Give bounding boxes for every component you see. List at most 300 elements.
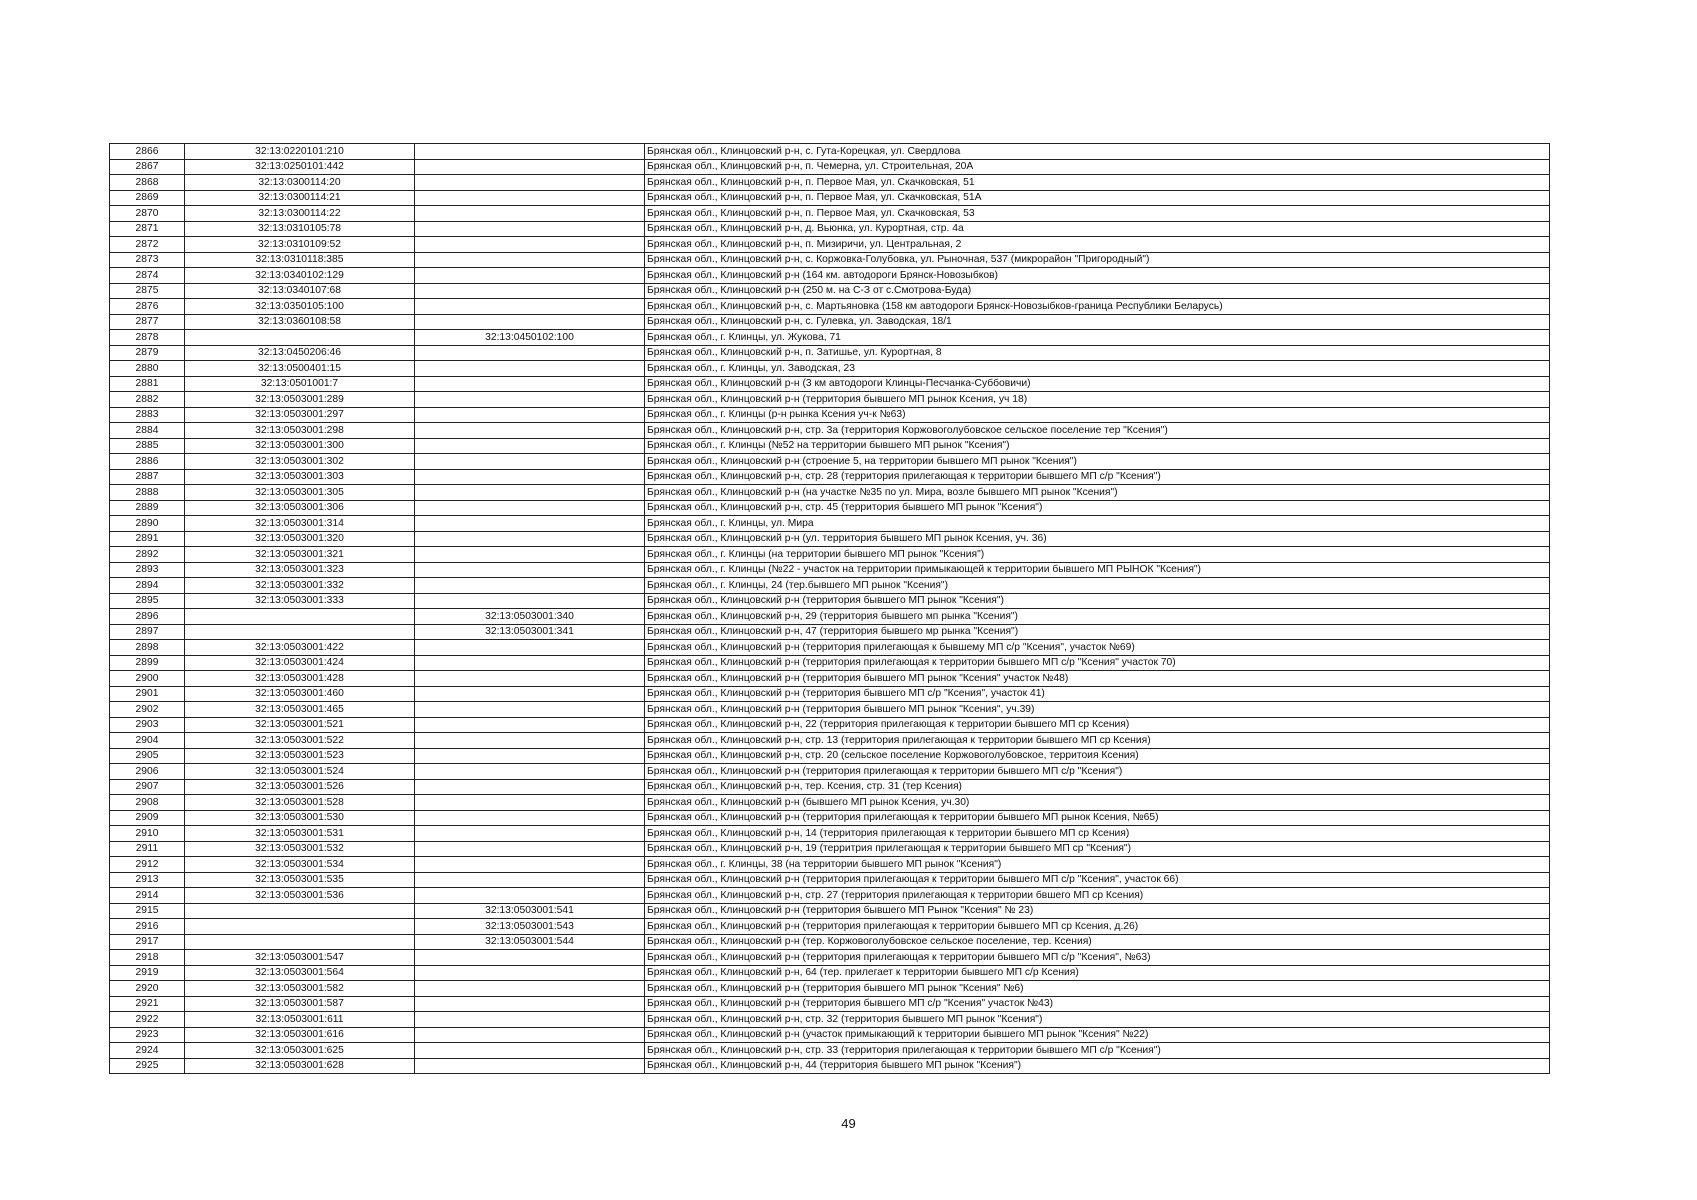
table-row <box>110 438 1550 454</box>
row-number-cell: 2884 <box>110 423 185 439</box>
row-number-cell: 2866 <box>110 144 185 160</box>
table-row <box>110 934 1550 950</box>
table-row <box>110 252 1550 268</box>
table-row <box>110 717 1550 733</box>
table-row <box>110 469 1550 485</box>
cadastral-number-cell: 32:13:0503001:535 <box>185 872 415 888</box>
row-number-cell: 2875 <box>110 283 185 299</box>
row-number-cell: 2898 <box>110 640 185 656</box>
row-number-cell: 2879 <box>110 345 185 361</box>
row-number-cell: 2880 <box>110 361 185 377</box>
cadastral-number-alt-cell: 32:13:0503001:341 <box>415 624 645 640</box>
cadastral-number-alt-cell <box>415 221 645 237</box>
row-number-cell: 2921 <box>110 996 185 1012</box>
row-number-cell: 2904 <box>110 733 185 749</box>
cadastral-number-cell: 32:13:0503001:303 <box>185 469 415 485</box>
table-row <box>110 764 1550 780</box>
cadastral-number-cell: 32:13:0503001:611 <box>185 1012 415 1028</box>
cadastral-number-alt-cell <box>415 423 645 439</box>
cadastral-number-alt-cell: 32:13:0503001:543 <box>415 919 645 935</box>
row-number-cell: 2919 <box>110 965 185 981</box>
row-number-cell: 2906 <box>110 764 185 780</box>
row-number-cell: 2897 <box>110 624 185 640</box>
address-cell: Брянская обл., Клинцовский р-н (территория прилегающая к территории бывшего МП с/р "Ксения" участок 70) <box>645 655 1550 671</box>
address-cell: Брянская обл., Клинцовский р-н, 22 (территория прилегающая к территории бывшего МП ср Ксения) <box>645 717 1550 733</box>
row-number-cell: 2917 <box>110 934 185 950</box>
table-row <box>110 826 1550 842</box>
address-cell: Брянская обл., Клинцовский р-н (участок примыкающий к территории бывшего МП рынок "Ксения" №22) <box>645 1027 1550 1043</box>
cadastral-number-alt-cell <box>415 299 645 315</box>
cadastral-number-alt-cell <box>415 996 645 1012</box>
address-cell: Брянская обл., Клинцовский р-н (территория бывшего МП рынок "Ксения" №6) <box>645 981 1550 997</box>
address-cell: Брянская обл., Клинцовский р-н (строение 5, на территории бывшего МП рынок "Ксения") <box>645 454 1550 470</box>
address-cell: Брянская обл., Клинцовский р-н, д. Вьюнка, ул. Курортная, стр. 4а <box>645 221 1550 237</box>
address-cell: Брянская обл., Клинцовский р-н (территория прилегающая к территории бывшего МП с/р "Ксения", №63) <box>645 950 1550 966</box>
cadastral-number-alt-cell <box>415 578 645 594</box>
table-row <box>110 562 1550 578</box>
row-number-cell: 2872 <box>110 237 185 253</box>
cadastral-number-cell: 32:13:0503001:297 <box>185 407 415 423</box>
row-number-cell: 2876 <box>110 299 185 315</box>
address-cell: Брянская обл., г. Клинцы (№52 на территории бывшего МП рынок "Ксения") <box>645 438 1550 454</box>
address-cell: Брянская обл., Клинцовский р-н (250 м. на С-З от с.Смотрова-Буда) <box>645 283 1550 299</box>
cadastral-number-cell: 32:13:0503001:300 <box>185 438 415 454</box>
cadastral-number-cell: 32:13:0503001:536 <box>185 888 415 904</box>
cadastral-number-cell <box>185 609 415 625</box>
cadastral-number-alt-cell <box>415 981 645 997</box>
row-number-cell: 2925 <box>110 1058 185 1074</box>
row-number-cell: 2909 <box>110 810 185 826</box>
address-cell: Брянская обл., Клинцовский р-н (территория бывшего МП с/р "Ксения" участок №43) <box>645 996 1550 1012</box>
cadastral-number-alt-cell <box>415 857 645 873</box>
table-row <box>110 872 1550 888</box>
cadastral-number-alt-cell <box>415 779 645 795</box>
table-row <box>110 1012 1550 1028</box>
cadastral-number-alt-cell <box>415 717 645 733</box>
table-row <box>110 314 1550 330</box>
cadastral-number-alt-cell <box>415 469 645 485</box>
address-cell: Брянская обл., Клинцовский р-н (территория бывшего МП рынок "Ксения" участок №48) <box>645 671 1550 687</box>
cadastral-number-cell <box>185 934 415 950</box>
cadastral-number-alt-cell <box>415 733 645 749</box>
cadastral-number-alt-cell <box>415 1012 645 1028</box>
cadastral-number-cell: 32:13:0503001:298 <box>185 423 415 439</box>
cadastral-number-alt-cell <box>415 252 645 268</box>
address-cell: Брянская обл., г. Клинцы (№22 - участок на территории примыкающей к территории бывшего МП РЫНОК "Ксения") <box>645 562 1550 578</box>
cadastral-number-cell: 32:13:0503001:302 <box>185 454 415 470</box>
table-row <box>110 361 1550 377</box>
table-row <box>110 888 1550 904</box>
row-number-cell: 2894 <box>110 578 185 594</box>
cadastral-number-cell: 32:13:0503001:532 <box>185 841 415 857</box>
row-number-cell: 2887 <box>110 469 185 485</box>
address-cell: Брянская обл., Клинцовский р-н, 14 (территория прилегающая к территории бывшего МП ср Ксения) <box>645 826 1550 842</box>
cadastral-number-alt-cell <box>415 1027 645 1043</box>
row-number-cell: 2915 <box>110 903 185 919</box>
cadastral-number-alt-cell <box>415 1058 645 1074</box>
cadastral-number-cell: 32:13:0503001:521 <box>185 717 415 733</box>
address-cell: Брянская обл., Клинцовский р-н (164 км. автодороги Брянск-Новозыбков) <box>645 268 1550 284</box>
row-number-cell: 2900 <box>110 671 185 687</box>
cadastral-number-cell: 32:13:0503001:524 <box>185 764 415 780</box>
row-number-cell: 2885 <box>110 438 185 454</box>
cadastral-number-cell: 32:13:0503001:531 <box>185 826 415 842</box>
row-number-cell: 2901 <box>110 686 185 702</box>
cadastral-number-alt-cell <box>415 268 645 284</box>
cadastral-number-cell: 32:13:0503001:460 <box>185 686 415 702</box>
table-row <box>110 268 1550 284</box>
cadastral-number-alt-cell <box>415 531 645 547</box>
cadastral-number-cell: 32:13:0503001:465 <box>185 702 415 718</box>
cadastral-number-cell: 32:13:0503001:306 <box>185 500 415 516</box>
row-number-cell: 2871 <box>110 221 185 237</box>
table-row <box>110 593 1550 609</box>
row-number-cell: 2903 <box>110 717 185 733</box>
cadastral-number-alt-cell <box>415 562 645 578</box>
address-cell: Брянская обл., Клинцовский р-н, стр. 45 (территория бывшего МП рынок "Ксения") <box>645 500 1550 516</box>
address-cell: Брянская обл., Клинцовский р-н, п. Мизиричи, ул. Центральная, 2 <box>645 237 1550 253</box>
cadastral-number-cell: 32:13:0501001:7 <box>185 376 415 392</box>
row-number-cell: 2891 <box>110 531 185 547</box>
address-cell: Брянская обл., Клинцовский р-н (ул. территория бывшего МП рынок Ксения, уч. 36) <box>645 531 1550 547</box>
address-cell: Брянская обл., Клинцовский р-н, с. Гулевка, ул. Заводская, 18/1 <box>645 314 1550 330</box>
registry-table <box>109 143 1550 1074</box>
address-cell: Брянская обл., Клинцовский р-н, 47 (территория бывшего мр рынка "Ксения") <box>645 624 1550 640</box>
cadastral-number-cell: 32:13:0503001:333 <box>185 593 415 609</box>
address-cell: Брянская обл., г. Клинцы, ул. Мира <box>645 516 1550 532</box>
cadastral-number-cell: 32:13:0503001:321 <box>185 547 415 563</box>
table-row <box>110 485 1550 501</box>
cadastral-number-alt-cell <box>415 965 645 981</box>
cadastral-number-alt-cell <box>415 485 645 501</box>
address-cell: Брянская обл., г. Клинцы, 24 (тер.бывшего МП рынок "Ксения") <box>645 578 1550 594</box>
cadastral-number-alt-cell: 32:13:0503001:340 <box>415 609 645 625</box>
address-cell: Брянская обл., Клинцовский р-н (территория бывшего МП рынок "Ксения") <box>645 593 1550 609</box>
cadastral-number-cell: 32:13:0503001:564 <box>185 965 415 981</box>
row-number-cell: 2896 <box>110 609 185 625</box>
address-cell: Брянская обл., Клинцовский р-н, п. Первое Мая, ул. Скачковская, 51 <box>645 175 1550 191</box>
cadastral-number-alt-cell <box>415 826 645 842</box>
row-number-cell: 2867 <box>110 159 185 175</box>
cadastral-number-cell: 32:13:0503001:428 <box>185 671 415 687</box>
cadastral-number-alt-cell <box>415 702 645 718</box>
cadastral-number-alt-cell <box>415 283 645 299</box>
cadastral-number-cell: 32:13:0503001:523 <box>185 748 415 764</box>
table-row <box>110 144 1550 160</box>
cadastral-number-cell: 32:13:0360108:58 <box>185 314 415 330</box>
cadastral-number-cell: 32:13:0503001:424 <box>185 655 415 671</box>
address-cell: Брянская обл., Клинцовский р-н, 19 (территрия прилегающая к территории бывшего МП ср "Ксения") <box>645 841 1550 857</box>
cadastral-number-cell: 32:13:0503001:526 <box>185 779 415 795</box>
row-number-cell: 2890 <box>110 516 185 532</box>
table-row <box>110 965 1550 981</box>
row-number-cell: 2873 <box>110 252 185 268</box>
cadastral-number-cell: 32:13:0503001:522 <box>185 733 415 749</box>
row-number-cell: 2874 <box>110 268 185 284</box>
row-number-cell: 2922 <box>110 1012 185 1028</box>
address-cell: Брянская обл., Клинцовский р-н, п. Чемерна, ул. Строительная, 20А <box>645 159 1550 175</box>
cadastral-number-alt-cell <box>415 314 645 330</box>
row-number-cell: 2910 <box>110 826 185 842</box>
address-cell: Брянская обл., г. Клинцы (р-н рынка Ксения уч-к №63) <box>645 407 1550 423</box>
address-cell: Брянская обл., Клинцовский р-н (территория прилегающая к территории бывшего МП ср Ксения, д.26) <box>645 919 1550 935</box>
row-number-cell: 2886 <box>110 454 185 470</box>
cadastral-number-alt-cell <box>415 175 645 191</box>
table-row <box>110 516 1550 532</box>
cadastral-number-cell: 32:13:0503001:616 <box>185 1027 415 1043</box>
row-number-cell: 2924 <box>110 1043 185 1059</box>
address-cell: Брянская обл., Клинцовский р-н, тер. Ксения, стр. 31 (тер Ксения) <box>645 779 1550 795</box>
table-row <box>110 547 1550 563</box>
table-row <box>110 578 1550 594</box>
cadastral-number-alt-cell <box>415 237 645 253</box>
table-row <box>110 655 1550 671</box>
table-row <box>110 779 1550 795</box>
cadastral-number-cell: 32:13:0310118:385 <box>185 252 415 268</box>
cadastral-number-alt-cell <box>415 795 645 811</box>
cadastral-number-cell: 32:13:0450206:46 <box>185 345 415 361</box>
cadastral-number-alt-cell <box>415 764 645 780</box>
address-cell: Брянская обл., Клинцовский р-н, стр. 3а (территория Коржовоголубовское сельское поселение тер "Ксения") <box>645 423 1550 439</box>
cadastral-number-cell: 32:13:0503001:587 <box>185 996 415 1012</box>
cadastral-number-alt-cell <box>415 872 645 888</box>
cadastral-number-alt-cell <box>415 159 645 175</box>
table-row <box>110 221 1550 237</box>
cadastral-number-cell: 32:13:0300114:21 <box>185 190 415 206</box>
cadastral-number-cell <box>185 624 415 640</box>
row-number-cell: 2899 <box>110 655 185 671</box>
row-number-cell: 2878 <box>110 330 185 346</box>
cadastral-number-alt-cell <box>415 500 645 516</box>
table-row <box>110 702 1550 718</box>
address-cell: Брянская обл., Клинцовский р-н, с. Гута-Корецкая, ул. Свердлова <box>645 144 1550 160</box>
table-row <box>110 345 1550 361</box>
table-row <box>110 624 1550 640</box>
table-row <box>110 609 1550 625</box>
cadastral-number-cell: 32:13:0503001:628 <box>185 1058 415 1074</box>
address-cell: Брянская обл., Клинцовский р-н (бывшего МП рынок Ксения, уч.30) <box>645 795 1550 811</box>
address-cell: Брянская обл., Клинцовский р-н (территория прилегающая к территории бывшего МП с/р "Ксения", участок 66) <box>645 872 1550 888</box>
table-row <box>110 330 1550 346</box>
cadastral-number-cell: 32:13:0310105:78 <box>185 221 415 237</box>
cadastral-number-alt-cell <box>415 640 645 656</box>
cadastral-number-alt-cell <box>415 345 645 361</box>
address-cell: Брянская обл., Клинцовский р-н, стр. 20 (сельское поселение Коржовоголубовское, территоия Ксения) <box>645 748 1550 764</box>
cadastral-number-cell <box>185 330 415 346</box>
table-row <box>110 283 1550 299</box>
cadastral-number-cell <box>185 903 415 919</box>
cadastral-number-cell: 32:13:0503001:332 <box>185 578 415 594</box>
cadastral-number-alt-cell <box>415 950 645 966</box>
row-number-cell: 2883 <box>110 407 185 423</box>
table-row <box>110 175 1550 191</box>
table-row <box>110 423 1550 439</box>
cadastral-number-cell: 32:13:0503001:625 <box>185 1043 415 1059</box>
cadastral-number-alt-cell: 32:13:0503001:541 <box>415 903 645 919</box>
address-cell: Брянская обл., г. Клинцы, ул. Жукова, 71 <box>645 330 1550 346</box>
address-cell: Брянская обл., Клинцовский р-н (3 км автодороги Клинцы-Песчанка-Суббовичи) <box>645 376 1550 392</box>
table-row <box>110 206 1550 222</box>
address-cell: Брянская обл., Клинцовский р-н, стр. 27 (территория прилегающая к территории бвшего МП ср Ксения) <box>645 888 1550 904</box>
address-cell: Брянская обл., Клинцовский р-н (территория бывшего МП рынок Ксения, уч 18) <box>645 392 1550 408</box>
row-number-cell: 2914 <box>110 888 185 904</box>
cadastral-number-cell: 32:13:0300114:22 <box>185 206 415 222</box>
address-cell: Брянская обл., Клинцовский р-н (тер. Коржовоголубовское сельское поселение, тер. Ксения) <box>645 934 1550 950</box>
row-number-cell: 2889 <box>110 500 185 516</box>
row-number-cell: 2893 <box>110 562 185 578</box>
row-number-cell: 2892 <box>110 547 185 563</box>
row-number-cell: 2916 <box>110 919 185 935</box>
table-row <box>110 1027 1550 1043</box>
table-row <box>110 500 1550 516</box>
cadastral-number-alt-cell <box>415 392 645 408</box>
row-number-cell: 2895 <box>110 593 185 609</box>
address-cell: Брянская обл., Клинцовский р-н (на участке №35 по ул. Мира, возле бывшего МП рынок "Ксения") <box>645 485 1550 501</box>
address-cell: Брянская обл., Клинцовский р-н, с. Мартьяновка (158 км автодороги Брянск-Новозыбков-граница Республики Беларусь) <box>645 299 1550 315</box>
cadastral-number-alt-cell <box>415 841 645 857</box>
row-number-cell: 2918 <box>110 950 185 966</box>
cadastral-number-alt-cell <box>415 144 645 160</box>
cadastral-number-alt-cell <box>415 438 645 454</box>
cadastral-number-alt-cell <box>415 206 645 222</box>
table-row <box>110 407 1550 423</box>
row-number-cell: 2869 <box>110 190 185 206</box>
cadastral-number-cell: 32:13:0503001:323 <box>185 562 415 578</box>
row-number-cell: 2912 <box>110 857 185 873</box>
row-number-cell: 2877 <box>110 314 185 330</box>
row-number-cell: 2923 <box>110 1027 185 1043</box>
address-cell: Брянская обл., Клинцовский р-н, 44 (территория бывшего МП рынок "Ксения") <box>645 1058 1550 1074</box>
address-cell: Брянская обл., Клинцовский р-н, п. Затишье, ул. Курортная, 8 <box>645 345 1550 361</box>
cadastral-number-alt-cell <box>415 361 645 377</box>
row-number-cell: 2881 <box>110 376 185 392</box>
cadastral-number-alt-cell <box>415 190 645 206</box>
cadastral-number-alt-cell <box>415 810 645 826</box>
table-row <box>110 841 1550 857</box>
cadastral-number-cell: 32:13:0340102:129 <box>185 268 415 284</box>
cadastral-number-cell: 32:13:0503001:528 <box>185 795 415 811</box>
address-cell: Брянская обл., Клинцовский р-н, 64 (тер. прилегает к территории бывшего МП с/р Ксения) <box>645 965 1550 981</box>
address-cell: Брянская обл., Клинцовский р-н (территория бывшего МП рынок "Ксения", уч.39) <box>645 702 1550 718</box>
cadastral-number-alt-cell <box>415 454 645 470</box>
address-cell: Брянская обл., Клинцовский р-н, стр. 32 (территория бывшего МП рынок "Ксения") <box>645 1012 1550 1028</box>
cadastral-number-cell: 32:13:0300114:20 <box>185 175 415 191</box>
cadastral-number-alt-cell <box>415 1043 645 1059</box>
cadastral-number-alt-cell <box>415 407 645 423</box>
cadastral-number-cell: 32:13:0340107:68 <box>185 283 415 299</box>
cadastral-number-alt-cell <box>415 547 645 563</box>
cadastral-number-cell: 32:13:0503001:320 <box>185 531 415 547</box>
row-number-cell: 2908 <box>110 795 185 811</box>
row-number-cell: 2920 <box>110 981 185 997</box>
row-number-cell: 2868 <box>110 175 185 191</box>
table-row <box>110 531 1550 547</box>
address-cell: Брянская обл., Клинцовский р-н (территория прилегающая к территории бывшего МП рынок Ксения, №65) <box>645 810 1550 826</box>
table-row <box>110 159 1550 175</box>
table-row <box>110 919 1550 935</box>
cadastral-number-cell: 32:13:0503001:582 <box>185 981 415 997</box>
cadastral-number-cell: 32:13:0350105:100 <box>185 299 415 315</box>
cadastral-number-alt-cell <box>415 888 645 904</box>
table-row <box>110 1043 1550 1059</box>
table-row <box>110 1058 1550 1074</box>
row-number-cell: 2905 <box>110 748 185 764</box>
table-row <box>110 190 1550 206</box>
registry-table-body <box>110 144 1550 1074</box>
address-cell: Брянская обл., Клинцовский р-н, п. Первое Мая, ул. Скачковская, 51А <box>645 190 1550 206</box>
table-row <box>110 981 1550 997</box>
table-row <box>110 857 1550 873</box>
table-row <box>110 299 1550 315</box>
table-row <box>110 950 1550 966</box>
cadastral-number-cell: 32:13:0310109:52 <box>185 237 415 253</box>
table-row <box>110 392 1550 408</box>
cadastral-number-alt-cell <box>415 655 645 671</box>
cadastral-number-alt-cell <box>415 671 645 687</box>
address-cell: Брянская обл., Клинцовский р-н (территория бывшего МП Рынок "Ксения" № 23) <box>645 903 1550 919</box>
table-row <box>110 996 1550 1012</box>
table-row <box>110 376 1550 392</box>
row-number-cell: 2907 <box>110 779 185 795</box>
address-cell: Брянская обл., Клинцовский р-н, с. Коржовка-Голубовка, ул. Рыночная, 537 (микрорайон "Пригородный") <box>645 252 1550 268</box>
table-row <box>110 795 1550 811</box>
table-row <box>110 686 1550 702</box>
cadastral-number-cell <box>185 919 415 935</box>
cadastral-number-alt-cell <box>415 376 645 392</box>
cadastral-number-alt-cell <box>415 748 645 764</box>
address-cell: Брянская обл., Клинцовский р-н (территория прилегающая к территории бывшего МП с/р "Ксения") <box>645 764 1550 780</box>
address-cell: Брянская обл., Клинцовский р-н, стр. 28 (территория прилегающая к территории бывшего МП с/р "Ксения") <box>645 469 1550 485</box>
cadastral-number-cell: 32:13:0503001:534 <box>185 857 415 873</box>
table-row <box>110 733 1550 749</box>
cadastral-number-cell: 32:13:0500401:15 <box>185 361 415 377</box>
cadastral-number-cell: 32:13:0503001:289 <box>185 392 415 408</box>
address-cell: Брянская обл., Клинцовский р-н, 29 (территория бывшего мп рынка "Ксения") <box>645 609 1550 625</box>
cadastral-number-alt-cell: 32:13:0450102:100 <box>415 330 645 346</box>
table-row <box>110 748 1550 764</box>
address-cell: Брянская обл., Клинцовский р-н, п. Первое Мая, ул. Скачковская, 53 <box>645 206 1550 222</box>
row-number-cell: 2870 <box>110 206 185 222</box>
table-row <box>110 640 1550 656</box>
cadastral-number-cell: 32:13:0503001:314 <box>185 516 415 532</box>
cadastral-number-cell: 32:13:0220101:210 <box>185 144 415 160</box>
cadastral-number-cell: 32:13:0250101:442 <box>185 159 415 175</box>
table-row <box>110 237 1550 253</box>
table-row <box>110 671 1550 687</box>
cadastral-number-cell: 32:13:0503001:547 <box>185 950 415 966</box>
cadastral-number-cell: 32:13:0503001:422 <box>185 640 415 656</box>
cadastral-number-alt-cell <box>415 593 645 609</box>
cadastral-number-alt-cell <box>415 686 645 702</box>
address-cell: Брянская обл., Клинцовский р-н, стр. 13 (территория прилегающая к территории бывшего МП ср Ксения) <box>645 733 1550 749</box>
cadastral-number-cell: 32:13:0503001:305 <box>185 485 415 501</box>
cadastral-number-cell: 32:13:0503001:530 <box>185 810 415 826</box>
cadastral-number-alt-cell <box>415 516 645 532</box>
address-cell: Брянская обл., г. Клинцы, 38 (на территории бывшего МП рынок "Ксения") <box>645 857 1550 873</box>
table-row <box>110 810 1550 826</box>
row-number-cell: 2888 <box>110 485 185 501</box>
address-cell: Брянская обл., г. Клинцы (на территории бывшего МП рынок "Ксения") <box>645 547 1550 563</box>
row-number-cell: 2913 <box>110 872 185 888</box>
table-row <box>110 454 1550 470</box>
page-number: 49 <box>841 1116 856 1131</box>
table-row <box>110 903 1550 919</box>
address-cell: Брянская обл., Клинцовский р-н (территория бывшего МП с/р "Ксения", участок 41) <box>645 686 1550 702</box>
address-cell: Брянская обл., Клинцовский р-н (территория прилегающая к бывшему МП с/р "Ксения", участок №69) <box>645 640 1550 656</box>
row-number-cell: 2902 <box>110 702 185 718</box>
row-number-cell: 2911 <box>110 841 185 857</box>
cadastral-number-alt-cell: 32:13:0503001:544 <box>415 934 645 950</box>
